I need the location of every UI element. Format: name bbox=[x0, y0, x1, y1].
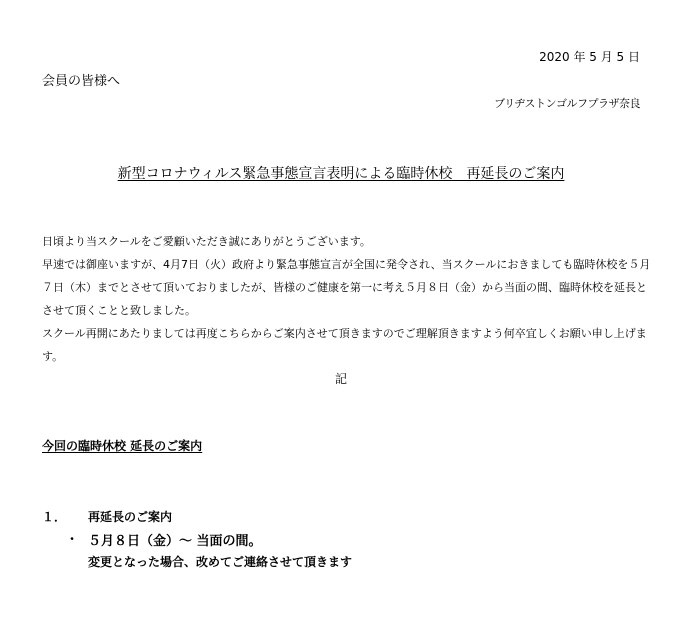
bullet-marker: ・ bbox=[66, 532, 79, 546]
item-note: 変更となった場合、改めてご連絡させて頂きます bbox=[88, 555, 353, 569]
body-paragraph-announcement: 早速では御座いますが、4月7日（火）政府より緊急事態宣言が全国に発令され、当スクールにおきましても臨時休校を５月７日（木）までとさせて頂いておりましたが、皆様のご健康を第一に考え５月８日（金）から当面の間、臨時休校を延長とさせて頂くことと致しました。 bbox=[42, 258, 651, 317]
ki-marker: 記 bbox=[334, 372, 347, 386]
item-period: ５月８日（金）～ 当面の間。 bbox=[88, 534, 262, 549]
body-paragraph-greeting: 日頃より当スクールをご愛顧いただき誠にありがとうございます。 bbox=[42, 235, 371, 248]
item-title: 再延長のご案内 bbox=[88, 510, 173, 524]
section-title: 今回の臨時休校 延長のご案内 bbox=[42, 439, 203, 453]
body-paragraph-closing: スクール再開にあたりましては再度こちらからご案内させて頂きますのでご理解頂きますよう何卒宜しくお願い申し上げます。 bbox=[42, 327, 647, 363]
item-number: １． bbox=[42, 510, 67, 524]
sender-name: ブリヂストンゴルフプラザ奈良 bbox=[494, 97, 640, 110]
body-text bbox=[42, 230, 652, 368]
document-date: 2020 年 5 月 5 日 bbox=[539, 50, 640, 64]
document-title-text: 新型コロナウィルス緊急事態宣言表明による臨時休校 再延長のご案内 bbox=[117, 166, 565, 182]
document-title bbox=[0, 163, 682, 183]
addressee: 会員の皆様へ bbox=[42, 74, 121, 89]
